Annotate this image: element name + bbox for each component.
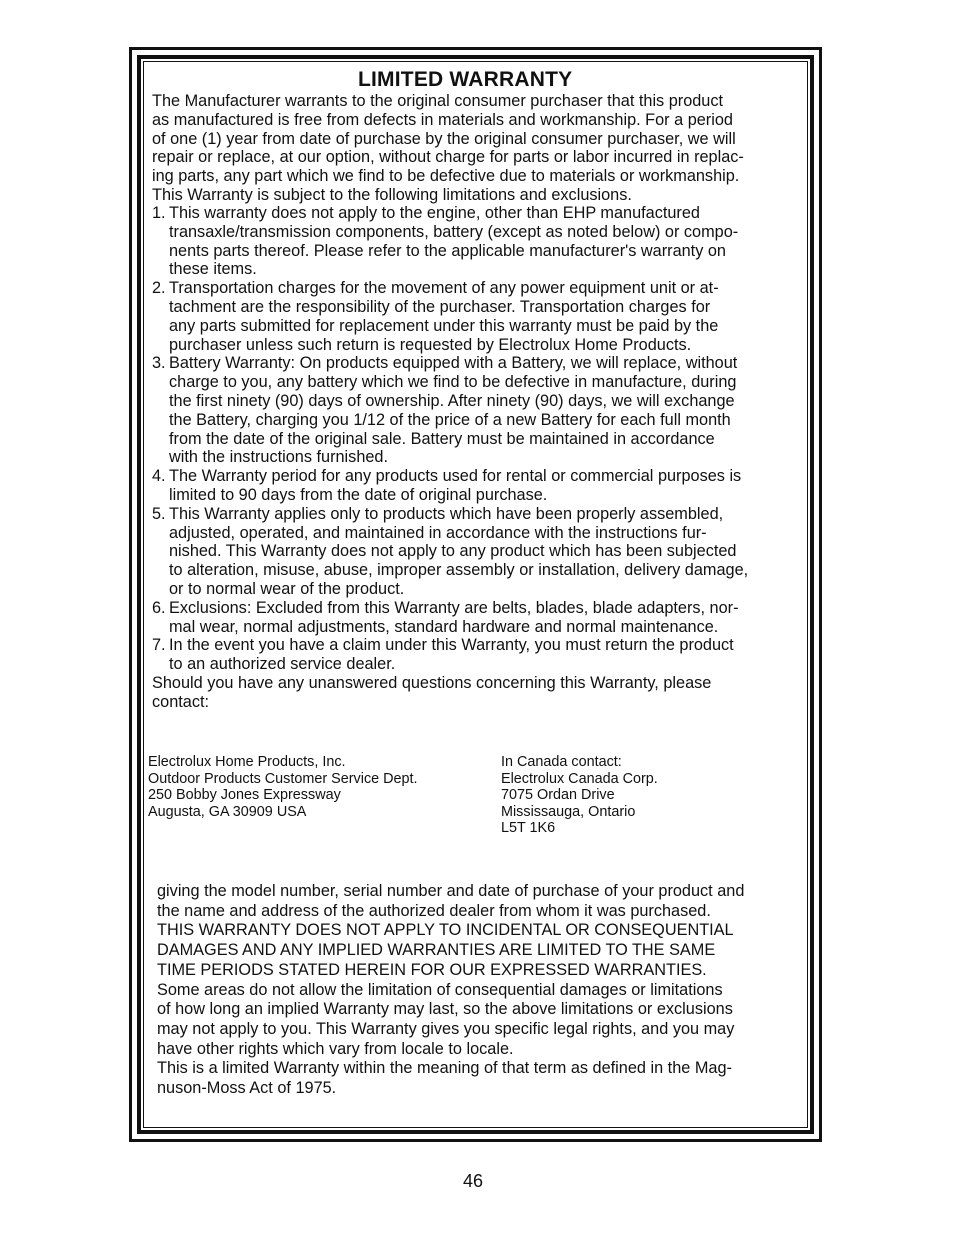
item-number: 1.	[152, 204, 166, 222]
item-line: with the instructions furnished.	[169, 448, 389, 467]
limitation-item-5	[152, 505, 812, 599]
intro-line: This Warranty is subject to the following limitations and exclusions.	[152, 185, 632, 204]
disclaimer-line: of how long an implied Warranty may last, so the above limitations or exclusions	[157, 1000, 733, 1019]
warranty-title: LIMITED WARRANTY	[358, 68, 573, 91]
item-line: any parts submitted for replacement under this warranty must be paid by the	[169, 316, 719, 335]
item-line: tachment are the responsibility of the purchaser. Transportation charges for	[169, 297, 711, 316]
limitation-item-7	[152, 636, 812, 674]
closing-line: Should you have any unanswered questions concerning this Warranty, please	[152, 674, 712, 692]
item-line: charge to you, any battery which we find to be defective in manufacture, during	[169, 373, 737, 392]
disclaimer-line: giving the model number, serial number and date of purchase of your product and	[157, 882, 745, 900]
intro-line: ing parts, any part which we find to be defective due to materials or workmanship.	[152, 167, 740, 186]
address-line: Electrolux Canada Corp.	[501, 770, 658, 787]
address-line: Electrolux Home Products, Inc.	[148, 754, 346, 770]
disclaimer-line: the name and address of the authorized dealer from whom it was purchased.	[157, 901, 711, 920]
address-line: Outdoor Products Customer Service Dept.	[148, 770, 418, 787]
item-line: limited to 90 days from the date of original purchase.	[169, 485, 548, 504]
address-line: Augusta, GA 30909 USA	[148, 803, 307, 820]
address-line: Mississauga, Ontario	[501, 803, 636, 820]
item-line: The Warranty period for any products used for rental or commercial purposes is	[169, 467, 742, 486]
warranty-contact-prompt	[152, 674, 812, 712]
us-contact-address	[148, 754, 418, 820]
address-line: L5T 1K6	[501, 820, 556, 837]
warranty-intro	[152, 92, 812, 205]
intro-line: of one (1) year from date of purchase by the original consumer purchaser, we will	[152, 129, 736, 148]
item-line: This warranty does not apply to the engine, other than EHP manufactured	[169, 204, 700, 222]
item-line: adjusted, operated, and maintained in accordance with the instructions fur-	[169, 523, 707, 542]
item-line: these items.	[169, 260, 257, 279]
item-number: 6.	[152, 598, 166, 617]
item-number: 2.	[152, 279, 166, 298]
item-line: to alteration, misuse, abuse, improper assembly or installation, delivery damage,	[169, 561, 749, 580]
disclaimer-line: This is a limited Warranty within the meaning of that term as defined in the Mag-	[157, 1059, 732, 1078]
limitation-item-4	[152, 467, 812, 505]
item-number: 4.	[152, 467, 166, 486]
item-line: This Warranty applies only to products which have been properly assembled,	[169, 504, 724, 523]
item-number: 7.	[152, 636, 166, 655]
disclaimer-line: TIME PERIODS STATED HEREIN FOR OUR EXPRESSED WARRANTIES.	[157, 960, 707, 979]
warranty-disclaimer	[157, 882, 807, 1099]
item-line: to an authorized service dealer.	[169, 655, 396, 674]
item-line: the first ninety (90) days of ownership. After ninety (90) days, we will exchange	[169, 391, 735, 410]
item-line: mal wear, normal adjustments, standard hardware and normal maintenance.	[169, 617, 719, 636]
item-line: from the date of the original sale. Battery must be maintained in accordance	[169, 429, 715, 448]
address-line: 7075 Ordan Drive	[501, 787, 615, 804]
item-line: the Battery, charging you 1/12 of the price of a new Battery for each full month	[169, 410, 731, 429]
item-line: or to normal wear of the product.	[169, 579, 405, 598]
item-number: 5.	[152, 504, 166, 523]
disclaimer-line: may not apply to you. This Warranty gives you specific legal rights, and you may	[157, 1019, 735, 1038]
intro-line: repair or replace, at our option, without charge for parts or labor incurred in replac-	[152, 148, 744, 167]
limitation-item-6	[152, 599, 812, 637]
item-line: nished. This Warranty does not apply to any product which has been subjected	[169, 542, 737, 561]
limitation-item-2	[152, 279, 812, 354]
limitation-item-1	[152, 204, 812, 279]
item-line: purchaser unless such return is requested by Electrolux Home Products.	[169, 335, 692, 354]
disclaimer-line: DAMAGES AND ANY IMPLIED WARRANTIES ARE LIMITED TO THE SAME	[157, 941, 716, 960]
item-line: transaxle/transmission components, battery (except as noted below) or compo-	[169, 222, 739, 241]
disclaimer-line: nuson-Moss Act of 1975.	[157, 1079, 337, 1098]
closing-line: contact:	[152, 692, 210, 711]
intro-line: as manufactured is free from defects in materials and workmanship. For a period	[152, 110, 733, 129]
item-line: nents parts thereof. Please refer to the applicable manufacturer's warranty on	[169, 241, 726, 260]
page-number: 46	[463, 1171, 484, 1191]
item-line: In the event you have a claim under this Warranty, you must return the product	[169, 636, 734, 655]
item-line: Battery Warranty: On products equipped with a Battery, we will replace, without	[169, 354, 738, 373]
limitation-item-3	[152, 354, 812, 467]
address-line: 250 Bobby Jones Expressway	[148, 787, 341, 804]
disclaimer-line: THIS WARRANTY DOES NOT APPLY TO INCIDENTAL OR CONSEQUENTIAL	[157, 921, 734, 940]
address-line: In Canada contact:	[501, 754, 622, 770]
item-line: Exclusions: Excluded from this Warranty are belts, blades, blade adapters, nor-	[169, 598, 739, 617]
warranty-limitations-list	[152, 204, 812, 674]
disclaimer-line: Some areas do not allow the limitation of consequential damages or limitations	[157, 980, 723, 999]
item-number: 3.	[152, 354, 166, 373]
item-line: Transportation charges for the movement of any power equipment unit or at-	[169, 279, 719, 298]
canada-contact-address	[501, 754, 658, 837]
intro-line: The Manufacturer warrants to the original consumer purchaser that this product	[152, 92, 724, 110]
disclaimer-line: have other rights which vary from locale to locale.	[157, 1039, 514, 1058]
